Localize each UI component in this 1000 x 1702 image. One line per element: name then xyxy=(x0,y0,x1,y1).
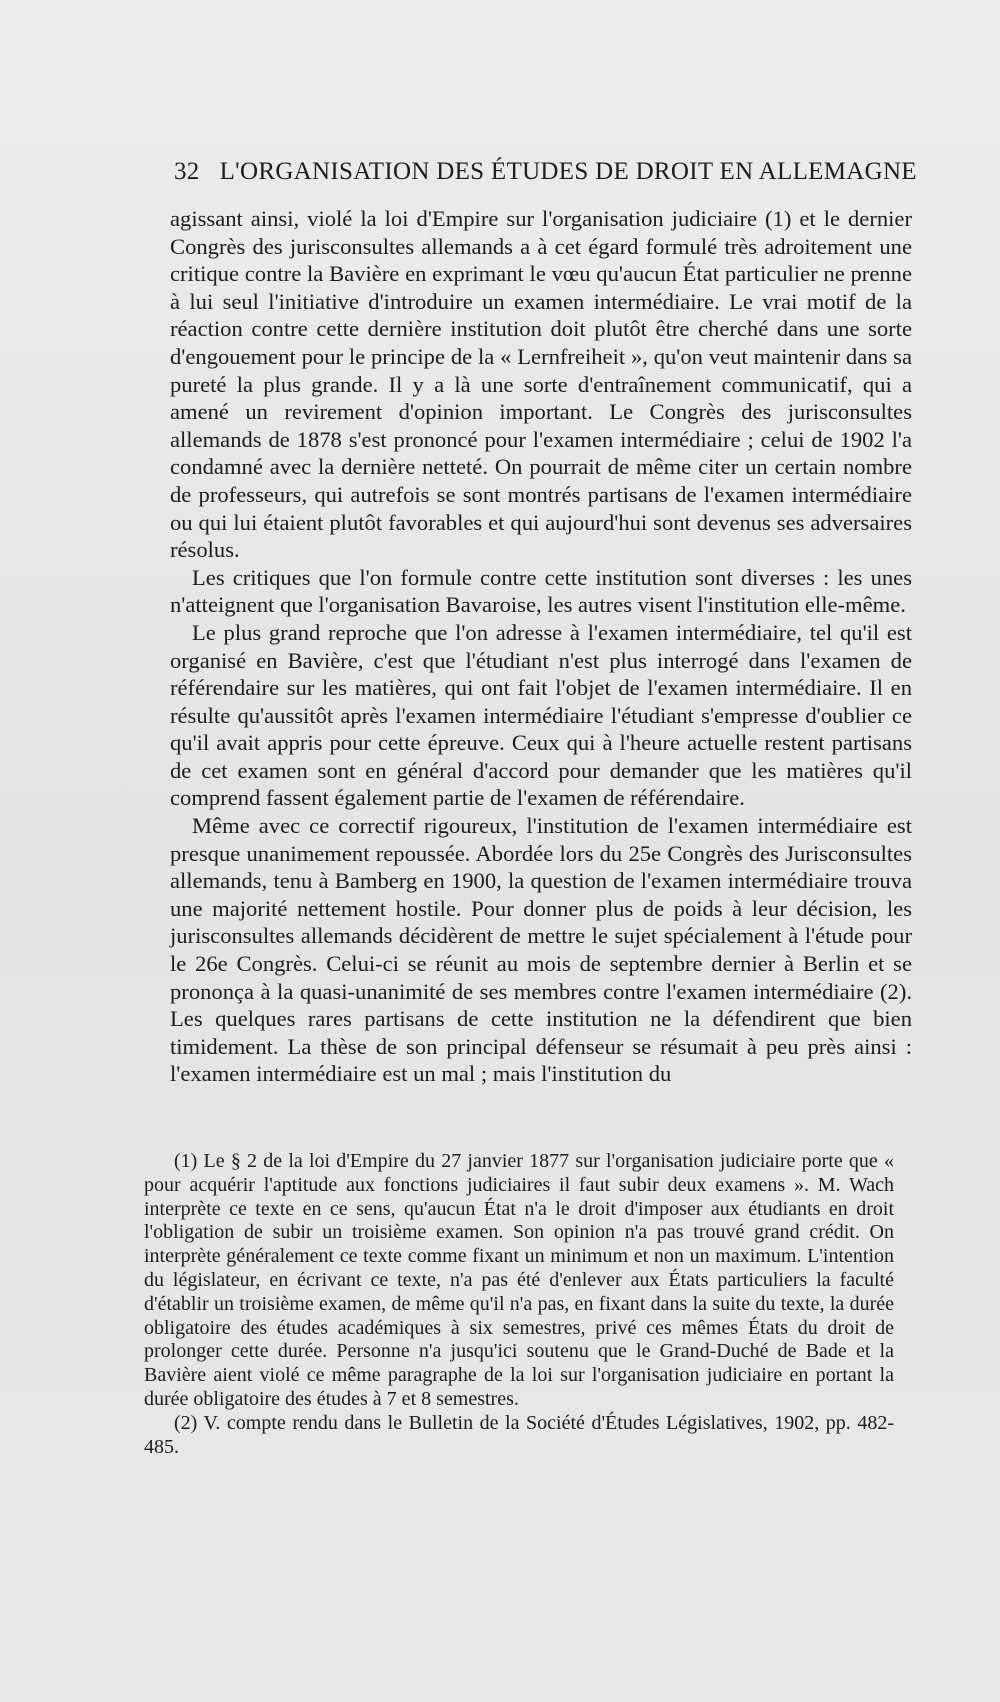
footnote-1: (1) Le § 2 de la loi d'Empire du 27 janvier 1877 sur l'organisation judiciaire porte que « pour acquérir l'aptitude aux fonctions judiciaires il faut subir deux examens ». M. Wach interprète ce texte en ce sens, qu'aucun État n'a le droit d'imposer aux étudiants en droit l'obligation de subir un troisième examen. Son opinion n'a pas trouvé grand crédit. On interprète généralement ce texte comme fixant un minimum et non un maximum. L'intention du législateur, en écrivant ce texte, n'a pas été d'enlever aux États particuliers la faculté d'établir un troisième examen, de même qu'il n'a pas, en fixant dans la suite du texte, la durée obligatoire des études académiques à six semestres, privé ces mêmes États du droit de prolonger cette durée. Personne n'a jusqu'ici soutenu que le Grand-Duché de Bade et la Bavière aient violé ce même paragraphe de la loi sur l'organisation judiciaire en portant la durée obligatoire des études à 7 et 8 semestres. xyxy=(144,1150,894,1410)
paragraph: Les critiques que l'on formule contre cette institution sont diverses : les unes n'atteignent que l'organisation Bavaroise, les autres visent l'institution elle-même. xyxy=(170,564,912,618)
main-text xyxy=(170,205,912,1088)
running-header xyxy=(174,158,917,186)
paragraph: Le plus grand reproche que l'on adresse à l'examen intermédiaire, tel qu'il est organisé en Bavière, c'est que l'étudiant n'est plus interrogé dans l'examen de référendaire sur les matières, qui ont fait l'objet de l'examen intermédiaire. Il en résulte qu'aussitôt après l'examen intermédiaire l'étudiant s'empresse d'oublier ce qu'il avait appris pour cette épreuve. Ceux qui à l'heure actuelle restent partisans de cet examen sont en général d'accord pour demander que les matières qu'il comprend fassent également partie de l'examen de référendaire. xyxy=(170,619,912,811)
page-number: 32 xyxy=(174,158,200,185)
paragraph: Même avec ce correctif rigoureux, l'institution de l'examen intermédiaire est presque unanimement repoussée. Abordée lors du 25e Congrès des Jurisconsultes allemands, tenu à Bamberg en 1900, la question de l'examen intermédiaire trouva une majorité nettement hostile. Pour donner plus de poids à leur décision, les jurisconsultes allemands décidèrent de mettre le sujet spécialement à l'étude pour le 26e Congrès. Celui-ci se réunit au mois de septembre dernier à Berlin et se prononça à la quasi-unanimité de ses membres contre l'examen intermédiaire (2). Les quelques rares partisans de cette institution ne la défendirent que bien timidement. La thèse de son principal défenseur se résumait à peu près ainsi : l'examen intermédiaire est un mal ; mais l'institution du xyxy=(170,813,912,1087)
footnotes xyxy=(144,1150,894,1459)
running-title: L'ORGANISATION DES ÉTUDES DE DROIT EN ALLEMAGNE xyxy=(219,158,917,185)
paragraph: agissant ainsi, violé la loi d'Empire sur l'organisation judiciaire (1) et le dernier Congrès des jurisconsultes allemands a à cet égard formulé très adroitement une critique contre la Bavière en exprimant le vœu qu'aucun État particulier ne prenne à lui seul l'initiative d'introduire un examen intermédiaire. Le vrai motif de la réaction contre cette dernière institution doit plutôt être cherché dans une sorte d'engouement pour le principe de la « Lernfreiheit », qu'on veut maintenir dans sa pureté la plus grande. Il y a là une sorte d'entraînement communicatif, qui a amené un revirement d'opinion important. Le Congrès des jurisconsultes allemands de 1878 s'est prononcé pour l'examen intermédiaire ; celui de 1902 l'a condamné avec la dernière netteté. On pourrait de même citer un certain nombre de professeurs, qui autrefois se sont montrés partisans de l'examen intermédiaire ou qui lui étaient plutôt favorables et qui aujourd'hui sont devenus ses adversaires résolus. xyxy=(170,206,912,563)
footnote-2: (2) V. compte rendu dans le Bulletin de la Société d'Études Législatives, 1902, pp. 482-485. xyxy=(144,1411,894,1458)
